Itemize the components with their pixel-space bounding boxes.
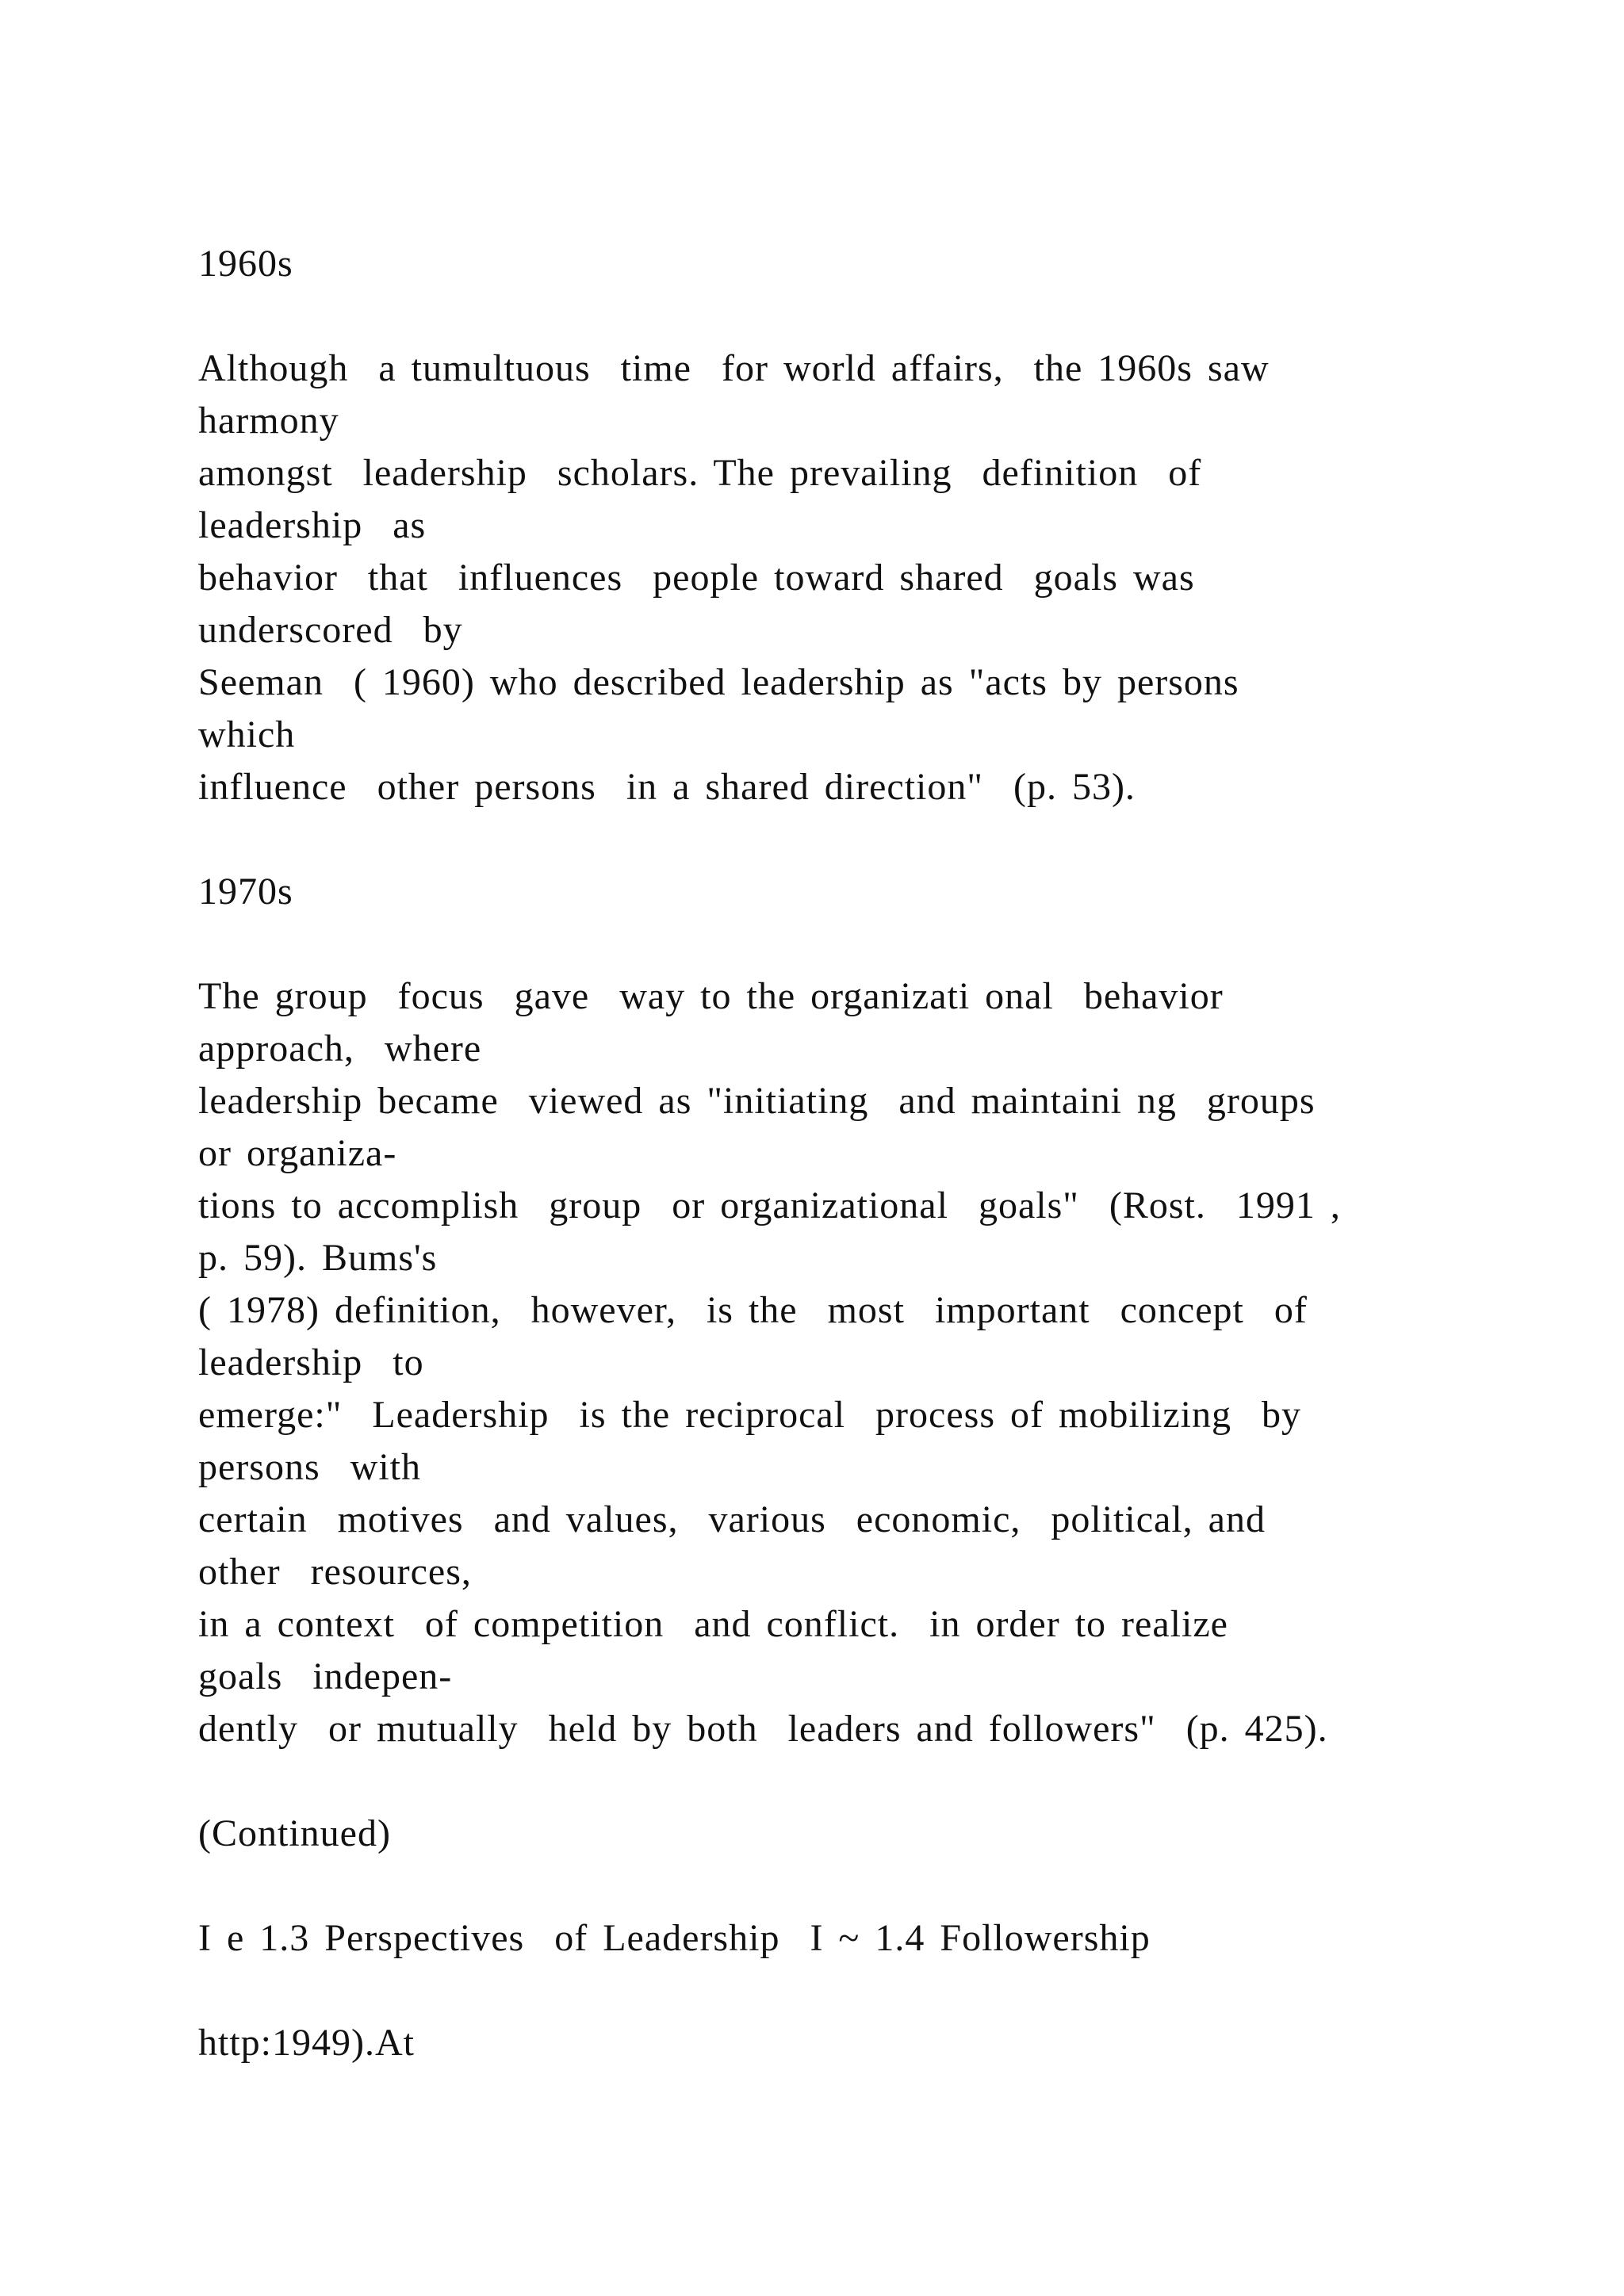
paragraph-1960s [198,342,1507,813]
text-line: influence other persons in a shared direction" (p. 53). [198,766,1136,808]
text-line: ( 1978) definition, however, is the most important concept of [198,1289,1308,1331]
text-line: leadership as [198,504,427,546]
text-line: p. 59). Bums's [198,1237,438,1279]
text-line: which [198,714,296,756]
document-body [198,238,1507,2069]
text-line: or organiza- [198,1132,397,1174]
text-line: harmony [198,400,339,442]
text-line: leadership to [198,1341,424,1383]
paragraph-gap [198,1965,1507,2017]
text-line: in a context of competition and conflict. in order to realize [198,1603,1228,1645]
continued-note: (Continued) [198,1812,391,1854]
text-line: The group focus gave way to the organizati onal behavior [198,975,1224,1017]
text-line: behavior that influences people toward shared goals was [198,557,1195,599]
paragraph-gap [198,1860,1507,1912]
text-line: persons with [198,1446,421,1488]
text-line: dently or mutually held by both leaders and followers" (p. 425). [198,1708,1328,1750]
section-heading-1960s: 1960s [198,243,293,285]
text-line: amongst leadership scholars. The prevailing definition of [198,452,1202,494]
paragraph-gap [198,813,1507,866]
text-line: goals indepen- [198,1655,453,1697]
paragraph-1970s [198,970,1507,1755]
text-line: Seeman ( 1960) who described leadership as "acts by persons [198,661,1239,703]
text-line: underscored by [198,609,463,651]
paragraph-gap [198,918,1507,970]
text-line: certain motives and values, various economic, political, and [198,1498,1266,1540]
paragraph-gap [198,1755,1507,1808]
text-line: leadership became viewed as "initiating and maintaini ng groups [198,1080,1316,1122]
text-line: emerge:" Leadership is the reciprocal process of mobilizing by [198,1394,1301,1436]
section-nav-line: I e 1.3 Perspectives of Leadership I ~ 1.4 Followership [198,1917,1151,1959]
paragraph-gap [198,290,1507,342]
text-line: tions to accomplish group or organizational goals" (Rost. 1991 , [198,1184,1341,1226]
trailing-text: http:1949).At [198,2022,415,2064]
text-line: Although a tumultuous time for world affairs, the 1960s saw [198,347,1270,389]
text-line: other resources, [198,1551,472,1593]
section-heading-1970s: 1970s [198,871,293,913]
text-line: approach, where [198,1027,482,1070]
